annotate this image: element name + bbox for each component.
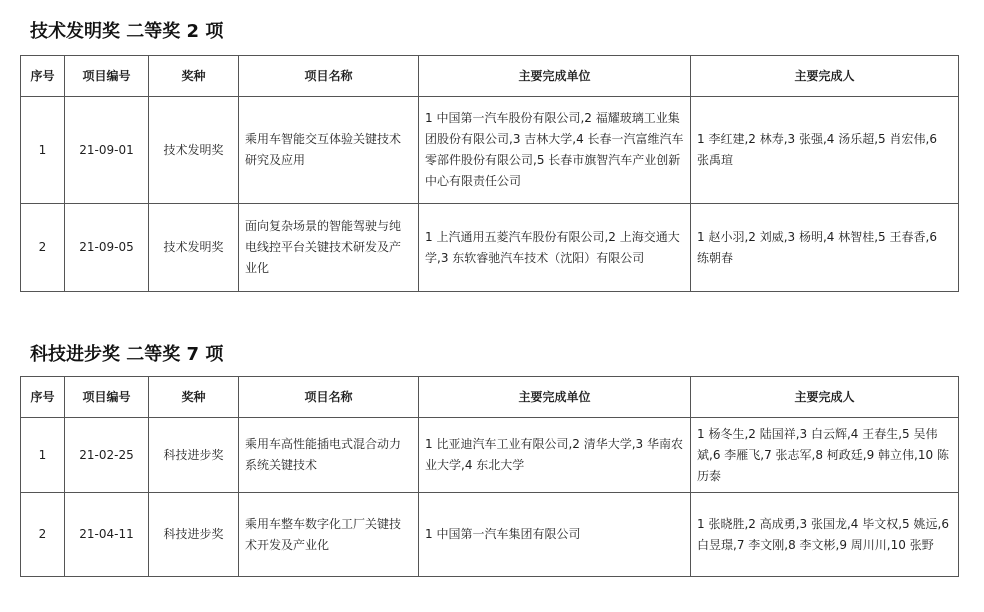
award-table	[20, 376, 959, 577]
cell-kind: 技术发明奖	[149, 204, 239, 292]
table-row	[21, 493, 959, 577]
cell-kind: 科技进步奖	[149, 493, 239, 577]
award-table	[20, 55, 959, 292]
table-row	[21, 97, 959, 204]
cell-people: 1 李红建,2 林寿,3 张强,4 汤乐超,5 肖宏伟,6 张禹瑄	[691, 97, 959, 204]
cell-project-name: 乘用车整车数字化工厂关键技术开发及产业化	[239, 493, 419, 577]
cell-code: 21-04-11	[65, 493, 149, 577]
header-seq: 序号	[21, 56, 65, 97]
header-seq: 序号	[21, 377, 65, 418]
cell-people: 1 赵小羽,2 刘威,3 杨明,4 林智桂,5 王春香,6 练朝春	[691, 204, 959, 292]
cell-project-name: 乘用车智能交互体验关键技术研究及应用	[239, 97, 419, 204]
cell-code: 21-02-25	[65, 418, 149, 493]
header-project-name: 项目名称	[239, 56, 419, 97]
header-people: 主要完成人	[691, 56, 959, 97]
header-people: 主要完成人	[691, 377, 959, 418]
cell-units: 1 中国第一汽车集团有限公司	[419, 493, 691, 577]
cell-kind: 科技进步奖	[149, 418, 239, 493]
table-header-row	[21, 56, 959, 97]
header-units: 主要完成单位	[419, 56, 691, 97]
cell-seq: 1	[21, 418, 65, 493]
header-project-name: 项目名称	[239, 377, 419, 418]
cell-units: 1 中国第一汽车股份有限公司,2 福耀玻璃工业集团股份有限公司,3 吉林大学,4 长春一汽富维汽车零部件股份有限公司,5 长春市旗智汽车产业创新中心有限责任公司	[419, 97, 691, 204]
cell-project-name: 乘用车高性能插电式混合动力系统关键技术	[239, 418, 419, 493]
section-title: 技术发明奖 二等奖 2 项	[30, 21, 224, 42]
header-code: 项目编号	[65, 56, 149, 97]
header-kind: 奖种	[149, 56, 239, 97]
table-row	[21, 418, 959, 493]
cell-seq: 2	[21, 493, 65, 577]
cell-units: 1 上汽通用五菱汽车股份有限公司,2 上海交通大学,3 东软睿驰汽车技术（沈阳）有限公司	[419, 204, 691, 292]
cell-code: 21-09-05	[65, 204, 149, 292]
cell-project-name: 面向复杂场景的智能驾驶与纯电线控平台关键技术研发及产业化	[239, 204, 419, 292]
cell-seq: 1	[21, 97, 65, 204]
table-row	[21, 204, 959, 292]
header-kind: 奖种	[149, 377, 239, 418]
table-header-row	[21, 377, 959, 418]
cell-units: 1 比亚迪汽车工业有限公司,2 清华大学,3 华南农业大学,4 东北大学	[419, 418, 691, 493]
cell-code: 21-09-01	[65, 97, 149, 204]
cell-people: 1 张晓胜,2 高成勇,3 张国龙,4 毕文权,5 姚远,6 白昱璟,7 李文刚,8 李文彬,9 周川川,10 张野	[691, 493, 959, 577]
cell-kind: 技术发明奖	[149, 97, 239, 204]
header-units: 主要完成单位	[419, 377, 691, 418]
section-title: 科技进步奖 二等奖 7 项	[30, 344, 224, 365]
cell-seq: 2	[21, 204, 65, 292]
header-code: 项目编号	[65, 377, 149, 418]
cell-people: 1 杨冬生,2 陆国祥,3 白云辉,4 王春生,5 吴伟斌,6 李雁飞,7 张志军,8 柯政廷,9 韩立伟,10 陈历泰	[691, 418, 959, 493]
